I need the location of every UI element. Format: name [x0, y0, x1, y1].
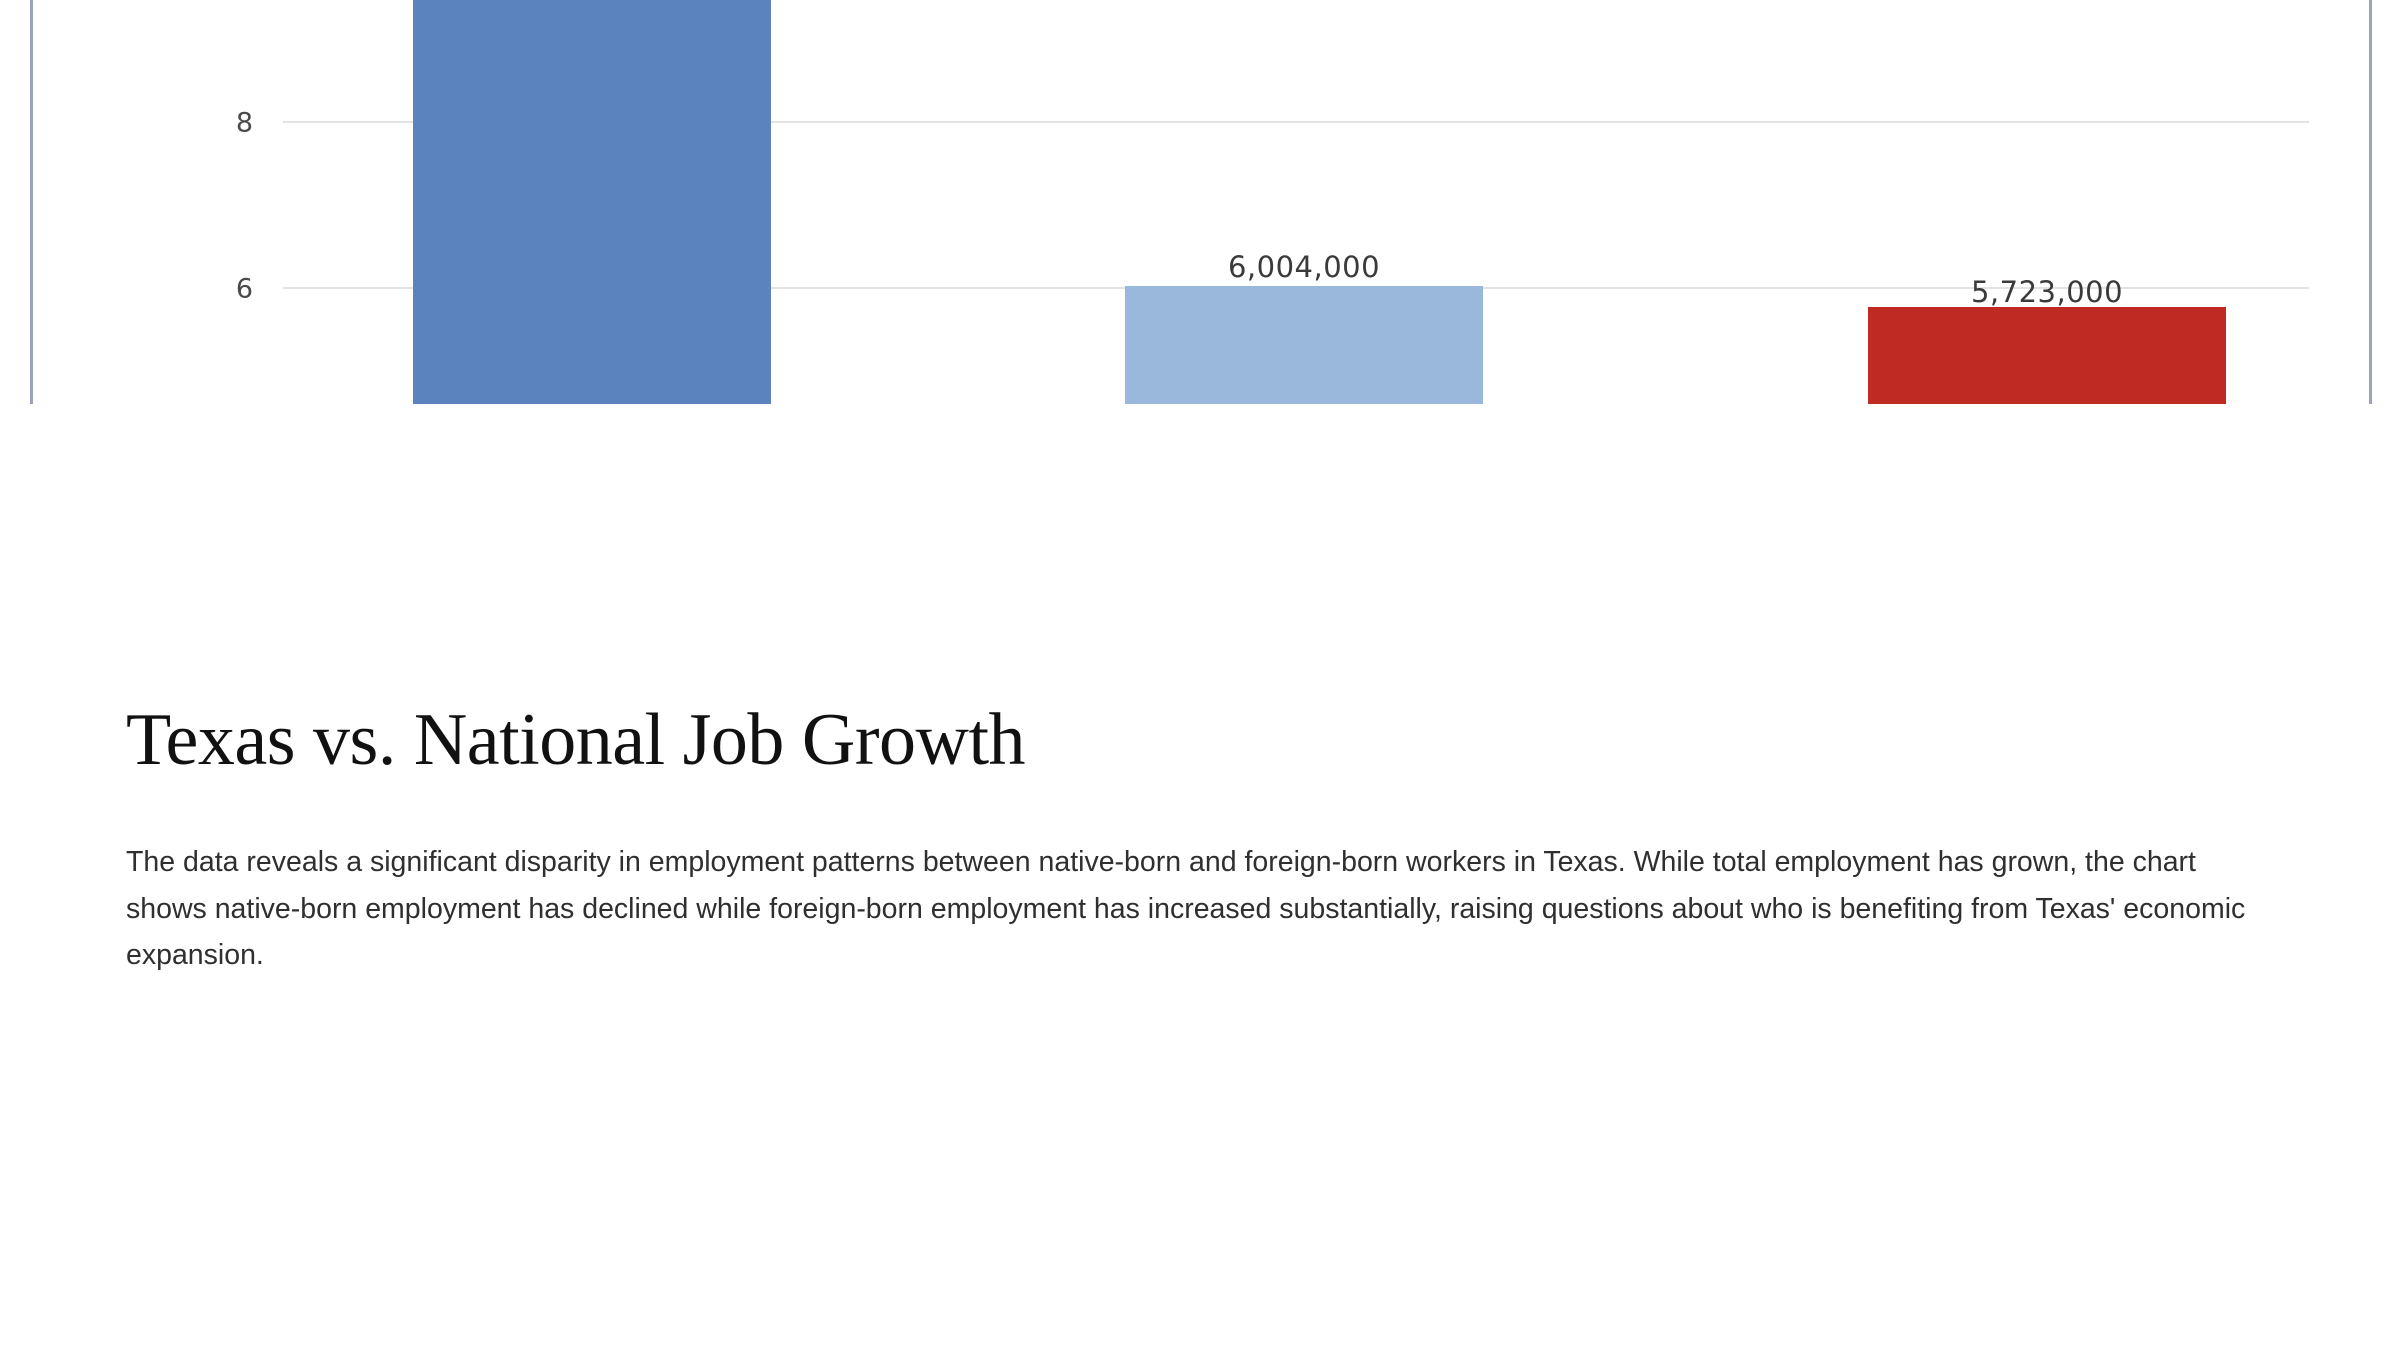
bar-3 — [1868, 307, 2226, 404]
page-title: Texas vs. National Job Growth — [126, 699, 1026, 781]
bar-value-label-3: 5,723,000 — [1970, 275, 2124, 309]
chart-frame — [30, 0, 2372, 404]
bar-value-label-2: 6,004,000 — [1227, 250, 1381, 284]
article-section — [126, 700, 2276, 978]
y-axis-tick-6: 6 — [235, 273, 253, 305]
chart-plot-area — [33, 0, 2369, 404]
y-axis-tick-8: 8 — [235, 107, 253, 139]
bar-2 — [1125, 286, 1483, 404]
chart-region — [0, 0, 2400, 404]
bar-1 — [413, 0, 771, 404]
article-paragraph: The data reveals a significant disparity in employment patterns between native-born and foreign-born workers in Texas. While total employment has grown, the chart shows native-born employment has declined while foreign-born employment has increased substantially, raising questions about who is benefiting from Texas' economic expansion. — [126, 846, 2246, 971]
